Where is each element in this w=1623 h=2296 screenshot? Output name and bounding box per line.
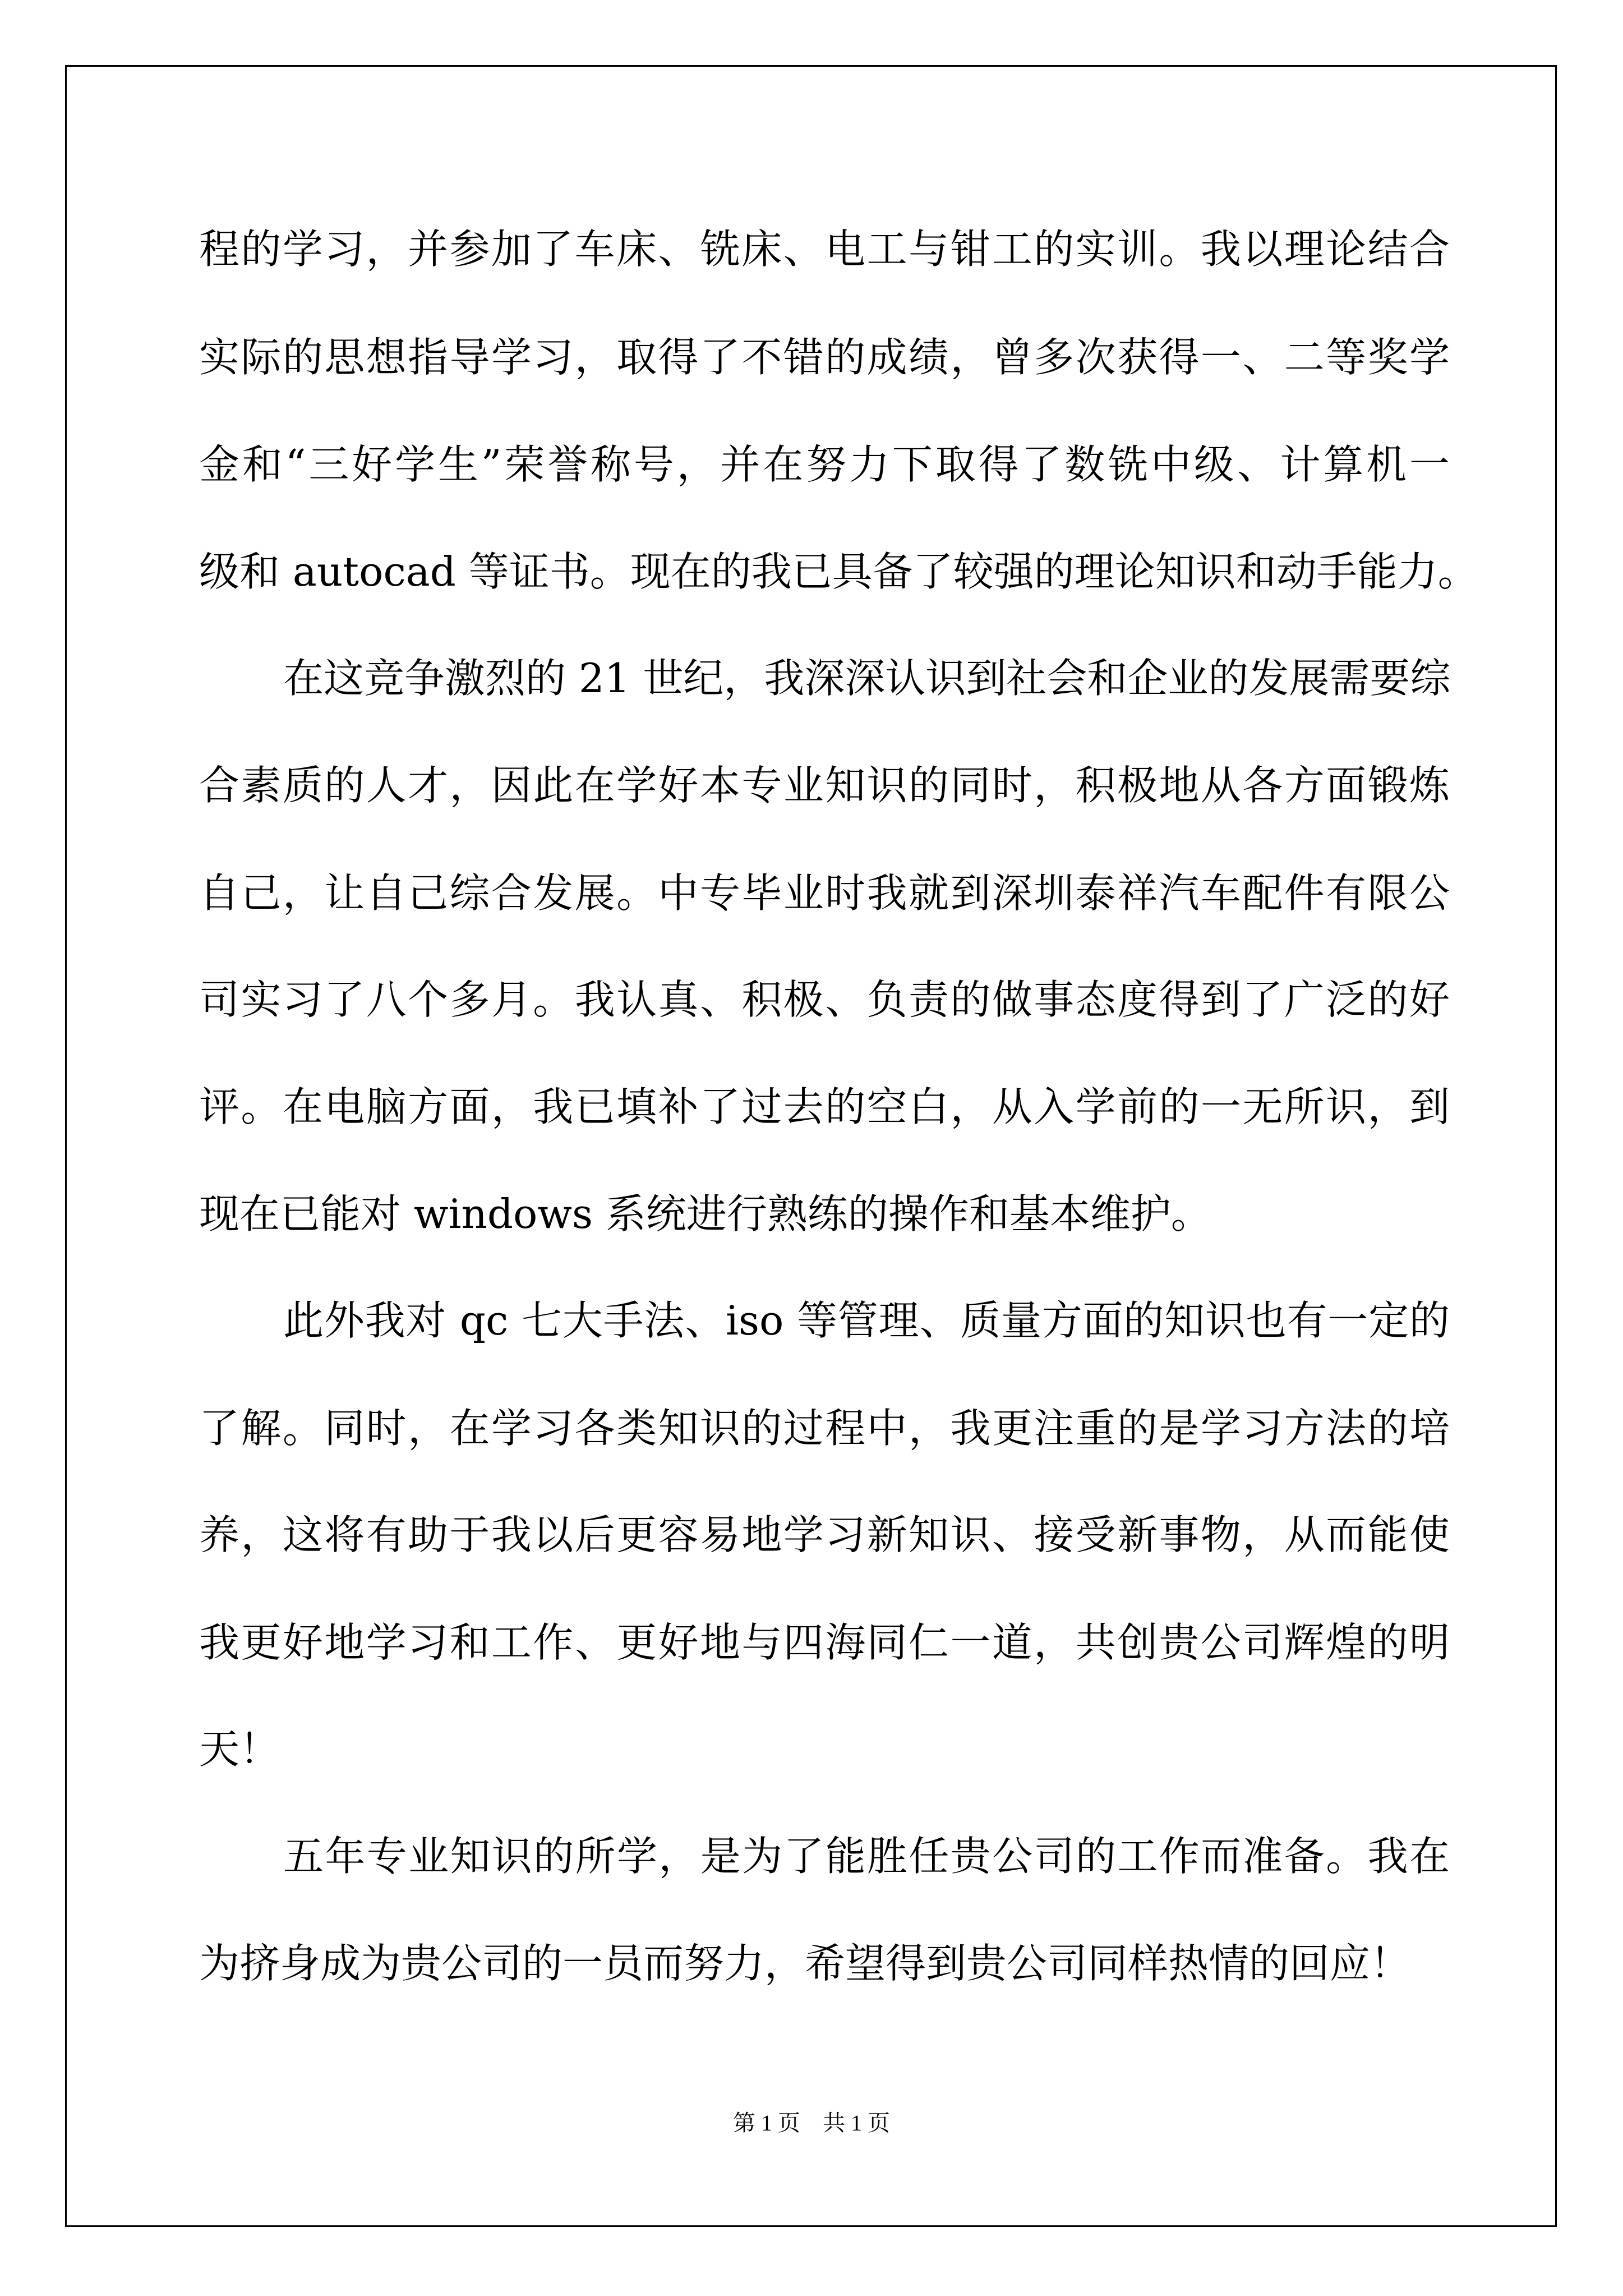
text-line: 程的学习，并参加了车床、铣床、电工与钳工的实训。我以理论结合	[199, 226, 1450, 273]
text-line: 我更好地学习和工作、更好地与四海同仁一道，共创贵公司辉煌的明	[199, 1619, 1450, 1666]
text-line: 评。在电脑方面，我已填补了过去的空白，从入学前的一无所识，到	[199, 1083, 1450, 1130]
text-line: 为挤身成为贵公司的一员而努力，希望得到贵公司同样热情的回应！	[199, 1940, 1411, 1987]
text-line: 自己，让自己综合发展。中专毕业时我就到深圳泰祥汽车配件有限公	[199, 869, 1450, 917]
text-line: 级和 autocad 等证书。现在的我已具备了较强的理论知识和动手能力。	[199, 548, 1478, 595]
text-line: 实际的思想指导学习，取得了不错的成绩，曾多次获得一、二等奖学	[199, 334, 1450, 381]
text-line: 天！	[199, 1726, 280, 1773]
text-line: 了解。同时，在学习各类知识的过程中，我更注重的是学习方法的培	[199, 1405, 1450, 1452]
text-line: 在这竞争激烈的 21 世纪，我深深认识到社会和企业的发展需要综	[283, 655, 1451, 702]
text-line: 合素质的人才，因此在学好本专业知识的同时，积极地从各方面锻炼	[199, 762, 1450, 809]
page-number: 第 1 页 共 1 页	[733, 2110, 890, 2136]
text-line: 养，这将有助于我以后更容易地学习新知识、接受新事物，从而能使	[199, 1511, 1450, 1558]
text-line: 金和“三好学生”荣誉称号，并在努力下取得了数铣中级、计算机一	[199, 441, 1450, 488]
text-line: 司实习了八个多月。我认真、积极、负责的做事态度得到了广泛的好	[199, 976, 1450, 1023]
text-line: 此外我对 qc 七大手法、iso 等管理、质量方面的知识也有一定的	[283, 1297, 1450, 1344]
text-line: 五年专业知识的所学，是为了能胜任贵公司的工作而准备。我在	[283, 1833, 1450, 1880]
text-line: 现在已能对 windows 系统进行熟练的操作和基本维护。	[199, 1190, 1211, 1237]
